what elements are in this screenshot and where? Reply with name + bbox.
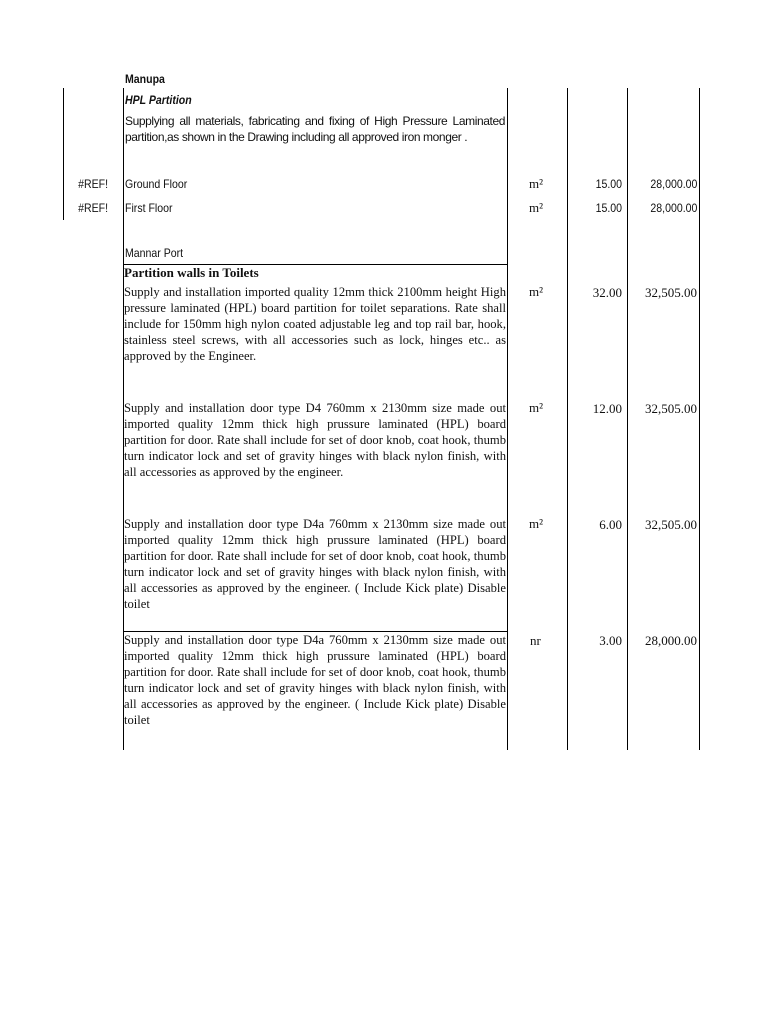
row-qty: 12.00 <box>592 401 622 416</box>
row-rate: 32,505.00 <box>645 517 697 532</box>
row-qty: 6.00 <box>599 517 622 532</box>
row-qty: 3.00 <box>599 633 622 648</box>
row-qty: 15.00 <box>595 201 622 215</box>
row-rate: 32,505.00 <box>645 285 697 300</box>
row-unit: m² <box>529 176 544 191</box>
row-unit: m² <box>529 400 544 415</box>
row-unit: m² <box>529 516 544 531</box>
section-title-manupa: Manupa <box>125 72 165 86</box>
row-rate: 28,000.00 <box>645 633 697 648</box>
column-line-unit <box>507 88 508 750</box>
row-qty: 15.00 <box>595 177 622 191</box>
row-ref: #REF! <box>78 201 108 215</box>
row-unit: m² <box>529 284 544 299</box>
item-description: Supply and installation door type D4a 760mm x 2130mm size made out imported quality 12mm thick high prussure laminated (HPL) board partition for door. Rate shall include for set of door knob, coat hook, thumb turn indicator lock and set of gravity hinges with black nylon finish, with all accessories as approved by the engineer. ( Include Kick plate) Disable toilet <box>124 517 506 611</box>
row-rate: 32,505.00 <box>645 401 697 416</box>
item-description: Supply and installation imported quality 12mm thick 2100mm height High pressure laminated (HPL) board partition for toilet separations. Rate shall include for 150mm high nylon coated adjustable leg and top rail bar, hook, stainless steel screws, with all accessories such as lock, hinges etc.. as approved by the Engineer. <box>124 285 506 363</box>
row-item: Ground Floor <box>125 177 188 191</box>
row-unit: nr <box>530 633 541 648</box>
section-heading-partition: Partition walls in Toilets <box>124 265 259 280</box>
section-title-mannar: Mannar Port <box>125 246 184 260</box>
column-line-right <box>699 88 700 750</box>
item-description: Supply and installation door type D4 760mm x 2130mm size made out imported quality 12mm thick high prussure laminated (HPL) board partition for door. Rate shall include for set of door knob, coat hook, thumb turn indicator lock and set of gravity hinges with black nylon finish, with all accessories as approved by the engineer. <box>124 401 506 479</box>
item-description: Supplying all materials, fabricating and fixing of High Pressure Laminated partition,as shown in the Drawing including all approved iron monger . <box>125 114 505 144</box>
row-qty: 32.00 <box>592 285 622 300</box>
row-ref: #REF! <box>78 177 108 191</box>
section-heading-hpl: HPL Partition <box>125 93 192 107</box>
column-line-qty <box>567 88 568 750</box>
row-item: First Floor <box>125 201 173 215</box>
column-line-left <box>63 88 64 220</box>
row-rate: 28,000.00 <box>650 177 697 191</box>
row-unit: m² <box>529 200 544 215</box>
item-description: Supply and installation door type D4a 760mm x 2130mm size made out imported quality 12mm thick high prussure laminated (HPL) board partition for door. Rate shall include for set of door knob, coat hook, thumb turn indicator lock and set of gravity hinges with black nylon finish, with all accessories as approved by the engineer. ( Include Kick plate) Disable toilet <box>124 633 506 727</box>
row-rate: 28,000.00 <box>650 201 697 215</box>
column-line-rate <box>627 88 628 750</box>
